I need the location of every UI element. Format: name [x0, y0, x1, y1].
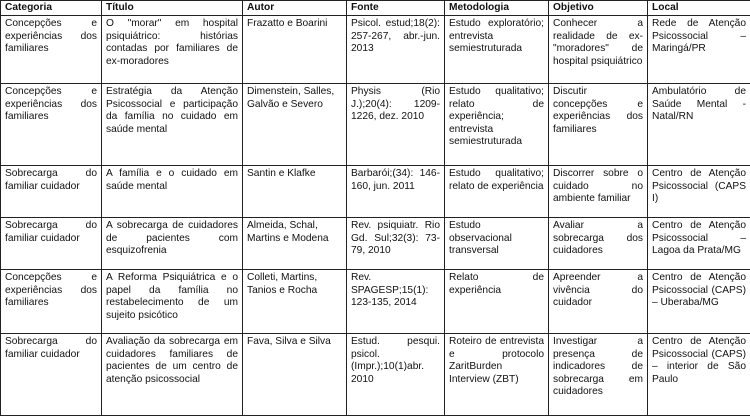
cell-local: Centro de Atenção Psicossocial (CAPS I): [648, 166, 750, 218]
header-metodologia: Metodologia: [445, 1, 549, 16]
cell-fonte: Rev. SPAGESP;15(1): 123-135, 2014: [347, 270, 445, 334]
cell-objetivo: Discutir concepções e experiências dos familiares: [549, 84, 648, 166]
cell-titulo: A família e o cuidado em saúde mental: [102, 166, 243, 218]
cell-objetivo: Conhecer a realidade de ex-"moradores" de hospital psiquiátrico: [549, 16, 648, 84]
cell-titulo: Avaliação da sobrecarga em cuidadores familiares de pacientes de um centro de atenção psicossocial: [102, 334, 243, 416]
cell-categoria: Concepções e experiências dos familiares: [1, 84, 102, 166]
header-autor: Autor: [243, 1, 347, 16]
cell-metodologia: Estudo observacional transversal: [445, 218, 549, 270]
cell-objetivo: Avaliar a sobrecarga dos cuidadores: [549, 218, 648, 270]
table-row: [1, 16, 750, 84]
header-titulo: Título: [102, 1, 243, 16]
table-row: [1, 334, 750, 416]
cell-autor: Fava, Silva e Silva: [243, 334, 347, 416]
header-objetivo: Objetivo: [549, 1, 648, 16]
cell-objetivo: Investigar a presença de indicadores de sobrecarga em cuidadores: [549, 334, 648, 416]
cell-autor: Dimenstein, Salles, Galvão e Severo: [243, 84, 347, 166]
cell-fonte: Physis (Rio J.);20(4): 1209-1226, dez. 2010: [347, 84, 445, 166]
cell-titulo: O "morar" em hospital psiquiátrico: histórias contadas por familiares de ex-moradores: [102, 16, 243, 84]
cell-fonte: Rev. psiquiatr. Rio Gd. Sul;32(3): 73-79, 2010: [347, 218, 445, 270]
cell-categoria: Sobrecarga do familiar cuidador: [1, 334, 102, 416]
table-row: [1, 84, 750, 166]
cell-local: Centro de Atenção Psicossocial (CAPS) – interior de São Paulo: [648, 334, 750, 416]
table-row: [1, 166, 750, 218]
cell-categoria: Sobrecarga do familiar cuidador: [1, 166, 102, 218]
table-row: [1, 270, 750, 334]
header-local: Local: [648, 1, 750, 16]
cell-metodologia: Estudo qualitativo; relato de experiência; entrevista semiestruturada: [445, 84, 549, 166]
cell-categoria: Concepções e experiências dos familiares: [1, 270, 102, 334]
cell-autor: Frazatto e Boarini: [243, 16, 347, 84]
header-fonte: Fonte: [347, 1, 445, 16]
cell-autor: Santin e Klafke: [243, 166, 347, 218]
cell-objetivo: Discorrer sobre o cuidado no ambiente familiar: [549, 166, 648, 218]
cell-categoria: Sobrecarga do familiar cuidador: [1, 218, 102, 270]
cell-fonte: Barbarói;(34): 146-160, jun. 2011: [347, 166, 445, 218]
cell-fonte: Psicol. estud;18(2): 257-267, abr.-jun. 2013: [347, 16, 445, 84]
cell-objetivo: Apreender a vivência do cuidador: [549, 270, 648, 334]
cell-metodologia: Estudo qualitativo; relato de experiência: [445, 166, 549, 218]
cell-titulo: A sobrecarga de cuidadores de pacientes com esquizofrenia: [102, 218, 243, 270]
cell-titulo: A Reforma Psiquiátrica e o papel da família no restabelecimento de um sujeito psicótico: [102, 270, 243, 334]
cell-metodologia: Roteiro de entrevista e protocolo ZaritBurden Interview (ZBT): [445, 334, 549, 416]
cell-local: Centro de Atenção Psicossocial (CAPS) – Uberaba/MG: [648, 270, 750, 334]
cell-local: Ambulatório de Saúde Mental - Natal/RN: [648, 84, 750, 166]
cell-local: Centro de Atenção Psicossocial – Lagoa da Prata/MG: [648, 218, 750, 270]
cell-local: Rede de Atenção Psicossocial – Maringá/PR: [648, 16, 750, 84]
table-header-row: [1, 1, 750, 16]
cell-fonte: Estud. pesqui. psicol. (Impr.);10(1)abr. 2010: [347, 334, 445, 416]
cell-metodologia: Relato de experiência: [445, 270, 549, 334]
cell-autor: Almeida, Schal, Martins e Modena: [243, 218, 347, 270]
cell-autor: Colleti, Martins, Tanios e Rocha: [243, 270, 347, 334]
cell-categoria: Concepções e experiências dos familiares: [1, 16, 102, 84]
cell-metodologia: Estudo exploratório; entrevista semiestruturada: [445, 16, 549, 84]
header-categoria: Categoria: [1, 1, 102, 16]
table-row: [1, 218, 750, 270]
cell-titulo: Estratégia da Atenção Psicossocial e participação da família no cuidado em saúde mental: [102, 84, 243, 166]
